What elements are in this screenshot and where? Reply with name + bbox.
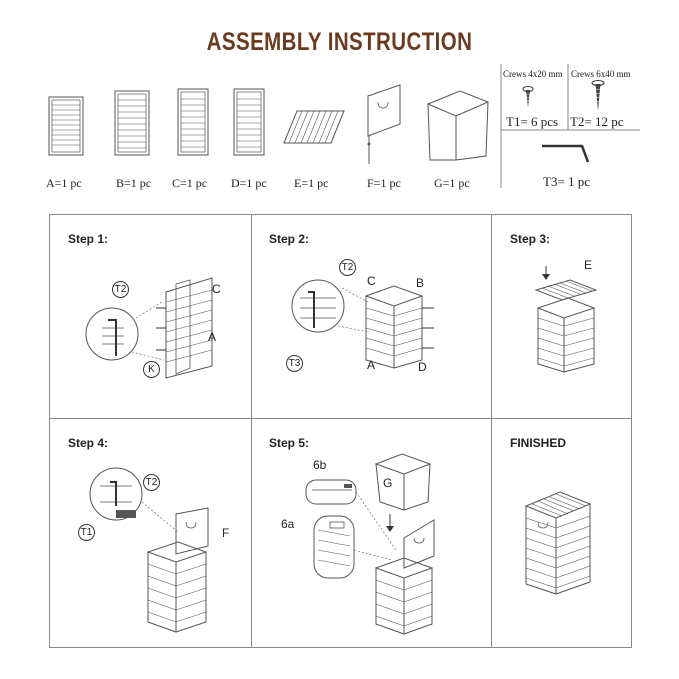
allen-key-t3-count: T3= 1 pc: [543, 174, 591, 189]
parts-list: [0, 0, 679, 200]
step-4-drawing: [86, 462, 236, 638]
part-c-drawing: [177, 88, 209, 156]
step-2-a-label: A: [367, 358, 376, 372]
screw-t2-icon: [591, 80, 605, 112]
step-1-title: Step 1:: [68, 232, 109, 246]
page-title: ASSEMBLY INSTRUCTION: [206, 28, 473, 56]
step-2-t2-callout: T2: [339, 259, 356, 276]
part-d-label: D=1 pc: [231, 176, 267, 190]
part-e-drawing: [283, 110, 345, 144]
step-4-t1-callout: T1: [78, 524, 95, 541]
step-5-6a-label: 6a: [281, 517, 295, 531]
step-4-t2-callout: T2: [143, 474, 160, 491]
step-3-drawing: [534, 264, 614, 374]
finished-drawing: [524, 488, 604, 598]
part-c-label: C=1 pc: [172, 176, 208, 190]
screw-t2-count: T2= 12 pc: [570, 114, 624, 129]
part-e-label: E=1 pc: [294, 176, 329, 190]
step-3-title: Step 3:: [510, 232, 551, 246]
finished-title: FINISHED: [510, 436, 567, 450]
step-1-k-callout: K: [143, 361, 160, 378]
step-3-e-label: E: [584, 258, 593, 272]
part-b-label: B=1 pc: [116, 176, 152, 190]
part-g-drawing: [426, 90, 490, 162]
part-f-label: F=1 pc: [367, 176, 401, 190]
part-b-drawing: [114, 90, 150, 156]
part-f-drawing: [362, 84, 402, 166]
step-4-title: Step 4:: [68, 436, 109, 450]
step-2-c-label: C: [367, 274, 376, 288]
allen-key-t3-icon: [540, 138, 590, 164]
part-a-label: A=1 pc: [46, 176, 82, 190]
part-a-drawing: [48, 96, 84, 156]
step-2-b-label: B: [416, 276, 425, 290]
screw-t1-spec: Crews 4x20 mm: [503, 69, 563, 79]
step-5-6b-label: 6b: [313, 458, 327, 472]
step-1-t2-callout: T2: [112, 281, 129, 298]
screw-t1-count: T1= 6 pcs: [506, 114, 559, 129]
step-4-f-label: F: [222, 526, 230, 540]
step-1-a-label: A: [208, 330, 217, 344]
screw-t2-spec: Crews 6x40 mm: [571, 69, 631, 79]
step-2-t3-callout: T3: [286, 355, 303, 372]
step-2-d-label: D: [418, 360, 427, 374]
step-5-title: Step 5:: [269, 436, 310, 450]
part-d-drawing: [233, 88, 265, 156]
step-5-g-label: G: [383, 476, 393, 490]
step-2-title: Step 2:: [269, 232, 310, 246]
step-1-c-label: C: [212, 282, 221, 296]
part-g-label: G=1 pc: [434, 176, 470, 190]
screw-t1-icon: [522, 86, 534, 108]
